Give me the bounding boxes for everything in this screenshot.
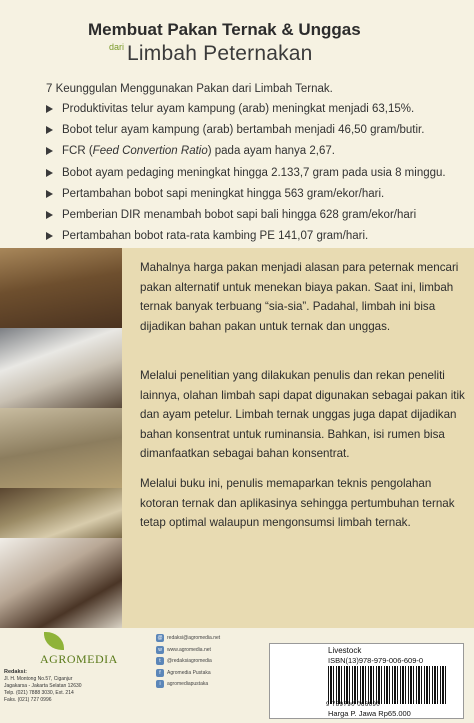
benefits-list: [46, 102, 446, 250]
benefit-text: Bobot ayam pedaging meningkat hingga 2.133,7 gram pada usia 8 minggu.: [62, 166, 446, 179]
photo-goats: [0, 538, 122, 628]
leaf-logo-icon: [44, 632, 64, 650]
book-subtitle: Limbah Peternakan: [127, 42, 313, 65]
contact-text: www.agromedia.net: [167, 646, 211, 653]
subtitle-connector: dari: [109, 42, 125, 52]
bullet-icon: [46, 190, 53, 198]
benefit-text: Produktivitas telur ayam kampung (arab) meningkat menjadi 63,15%.: [62, 103, 415, 115]
instagram-icon: i: [156, 680, 164, 688]
bullet-icon: [46, 147, 53, 155]
photo-mixing-feed: [0, 408, 122, 488]
publisher-address: [4, 669, 124, 704]
web-icon: w: [156, 646, 164, 654]
contact-item: [156, 680, 266, 692]
footer: [0, 628, 474, 723]
publisher-logo: AGROMEDIA: [40, 652, 118, 666]
benefit-text: FCR (Feed Convertion Ratio) pada ayam hanya 2,67.: [62, 145, 335, 158]
contact-item: [156, 646, 266, 658]
bullet-icon: [46, 105, 53, 113]
description-panel: [122, 248, 474, 628]
list-item: [46, 144, 446, 165]
barcode-icon: [328, 666, 448, 704]
barcode-digits: 9 789790 066090: [326, 702, 381, 708]
description-paragraph: Mahalnya harga pakan menjadi alasan para peternak mencari pakan alternatif untuk menekan biaya pakan. Saat ini, limbah ternak banyak terbuang “sia-sia”. Padahal, limbah ini bisa dijadikan bahan pakan untuk ternak dan unggas.: [140, 261, 459, 333]
book-title: Membuat Pakan Ternak & Unggas: [88, 20, 361, 39]
address-line: Jl. H. Montong No.57, Ciganjur: [4, 676, 73, 682]
contact-list: [156, 634, 266, 692]
contact-text: @redaksiagromedia: [167, 658, 212, 664]
price-text: Harga P. Jawa Rp65.000: [328, 709, 411, 718]
publisher-heading: Redaksi:: [4, 669, 27, 675]
address-line: Telp. (021) 7888 3030, Ext. 214: [4, 690, 74, 696]
barcode-label: [269, 643, 464, 719]
photo-strip: [0, 248, 122, 628]
twitter-icon: t: [156, 657, 164, 665]
description-paragraph: Melalui penelitian yang dilakukan penulis dan rekan peneliti lainnya, olahan limbah sapi dapat digunakan sebagai pakan itik dan ayam petelur. Limbah ternak unggas juga dapat dijadikan bahan konsentrat untuk ruminansia. Bahkan, isi rumen bisa dimanfaatkan sebagai bahan konsentrat.: [140, 369, 465, 461]
facebook-icon: f: [156, 669, 164, 677]
benefit-text: Pemberian DIR menambah bobot sapi bali hingga 628 gram/ekor/hari: [62, 208, 417, 221]
address-line: Faks. (021) 727 0996: [4, 697, 52, 703]
photo-compost: [0, 248, 122, 328]
category-label: Livestock: [328, 646, 362, 655]
list-item: [46, 187, 446, 208]
bullet-icon: [46, 169, 53, 177]
list-item: [46, 123, 446, 144]
contact-item: [156, 657, 266, 669]
book-subtitle-line: [109, 42, 409, 66]
contact-text: Agromedia Pustaka: [167, 669, 211, 676]
list-item: [46, 208, 446, 229]
benefit-text: Pertambahan bobot sapi meningkat hingga 563 gram/ekor/hari.: [62, 187, 385, 200]
email-icon: @: [157, 635, 163, 641]
contact-text: agromediapustaka: [167, 681, 209, 687]
address-line: Jagakarsa - Jakarta Selatan 12630: [4, 683, 82, 689]
bullet-icon: [46, 211, 53, 219]
benefits-intro: 7 Keunggulan Menggunakan Pakan dari Limbah Ternak.: [46, 83, 333, 95]
bullet-icon: [46, 126, 53, 134]
list-item: [46, 102, 446, 123]
bullet-icon: [46, 232, 53, 240]
contact-item: [156, 669, 266, 681]
photo-feed-pile: [0, 488, 122, 538]
description-paragraph: Melalui buku ini, penulis memaparkan teknis pengolahan kotoran ternak dan aplikasinya sehingga pertumbuhan ternak tetap optimal walaupun mengonsumsi limbah ternak.: [140, 477, 455, 530]
photo-feed-sack: [0, 328, 122, 408]
contact-text: redaksi@agromedia.net: [167, 635, 221, 641]
benefit-text: Bobot telur ayam kampung (arab) bertambah menjadi 46,50 gram/butir.: [62, 124, 425, 137]
contact-item: [156, 634, 266, 646]
isbn-text: ISBN(13)978-979-006-609-0: [328, 656, 424, 665]
list-item: [46, 166, 446, 187]
benefit-text: Pertambahan bobot rata-rata kambing PE 141,07 gram/hari.: [62, 230, 369, 243]
